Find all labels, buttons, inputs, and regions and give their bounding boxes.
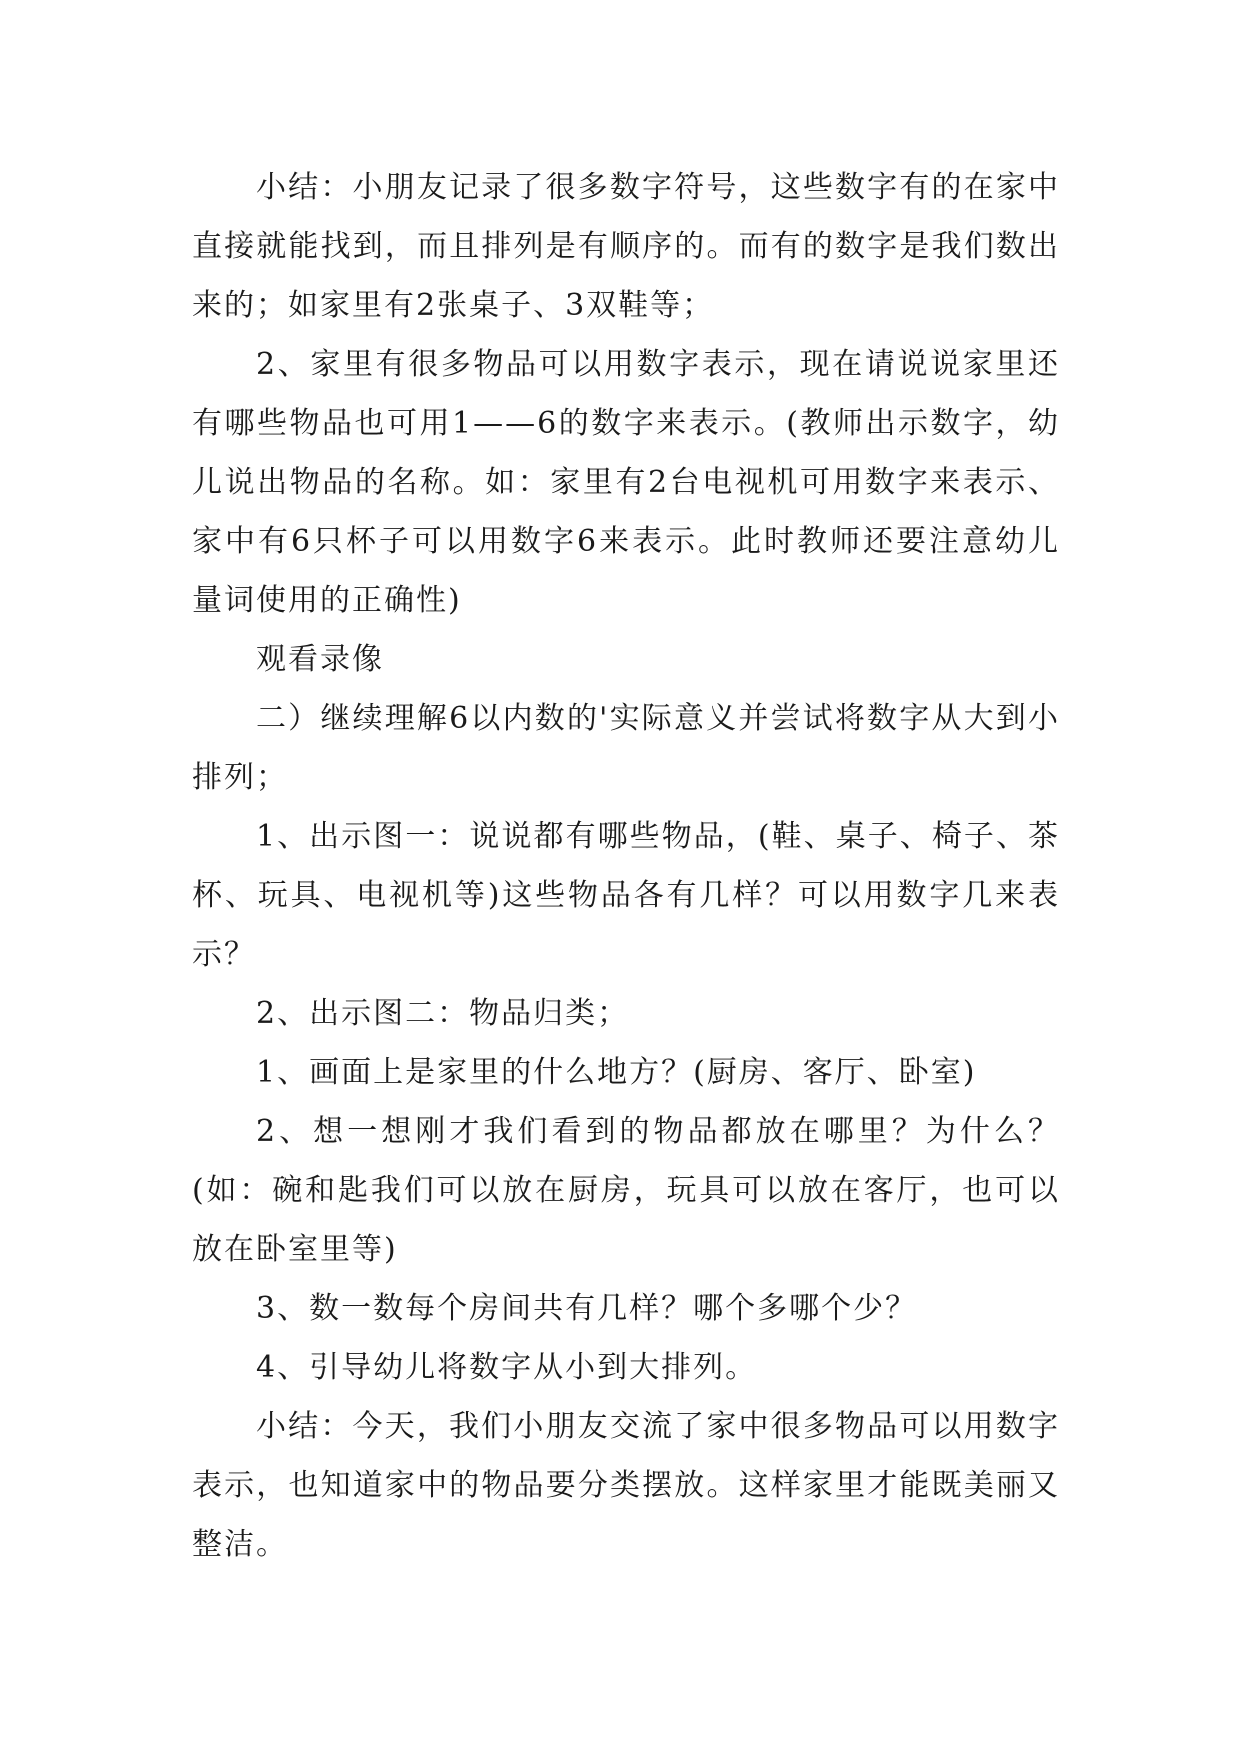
paragraph-step-2-household-items: 2、家里有很多物品可以用数字表示，现在请说说家里还有哪些物品也可用1——6的数字来表示。(教师出示数字，幼儿说出物品的名称。如：家里有2台电视机可用数字来表示、家中有6只杯子可以用数字6来表示。此时教师还要注意幼儿量词使用的正确性) [192,347,1060,618]
paragraph-section-2-heading: 二）继续理解6以内数的'实际意义并尝试将数字从大到小排列； [192,701,1060,795]
paragraph-summary-2: 小结：今天，我们小朋友交流了家中很多物品可以用数字表示，也知道家中的物品要分类摆放。这样家里才能既美丽又整洁。 [192,1409,1060,1562]
paragraph-question-1: 1、画面上是家里的什么地方？(厨房、客厅、卧室) [256,1055,977,1090]
paragraph-question-3: 3、数一数每个房间共有几样？哪个多哪个少？ [256,1291,918,1326]
paragraph-show-picture-2: 2、出示图二：物品归类； [256,996,630,1031]
paragraph-show-picture-1: 1、出示图一：说说都有哪些物品，(鞋、桌子、椅子、茶杯、玩具、电视机等)这些物品各有几样？可以用数字几来表示？ [192,819,1060,972]
document-body [192,158,1060,1574]
paragraph-question-2: 2、想一想刚才我们看到的物品都放在哪里？为什么？(如：碗和匙我们可以放在厨房，玩具可以放在客厅，也可以放在卧室里等) [192,1114,1060,1267]
paragraph-watch-video: 观看录像 [256,642,384,677]
paragraph-question-4: 4、引导幼儿将数字从小到大排列。 [256,1350,758,1385]
paragraph-summary-1: 小结：小朋友记录了很多数字符号，这些数字有的在家中直接就能找到，而且排列是有顺序的。而有的数字是我们数出来的；如家里有2张桌子、3双鞋等； [192,170,1060,323]
